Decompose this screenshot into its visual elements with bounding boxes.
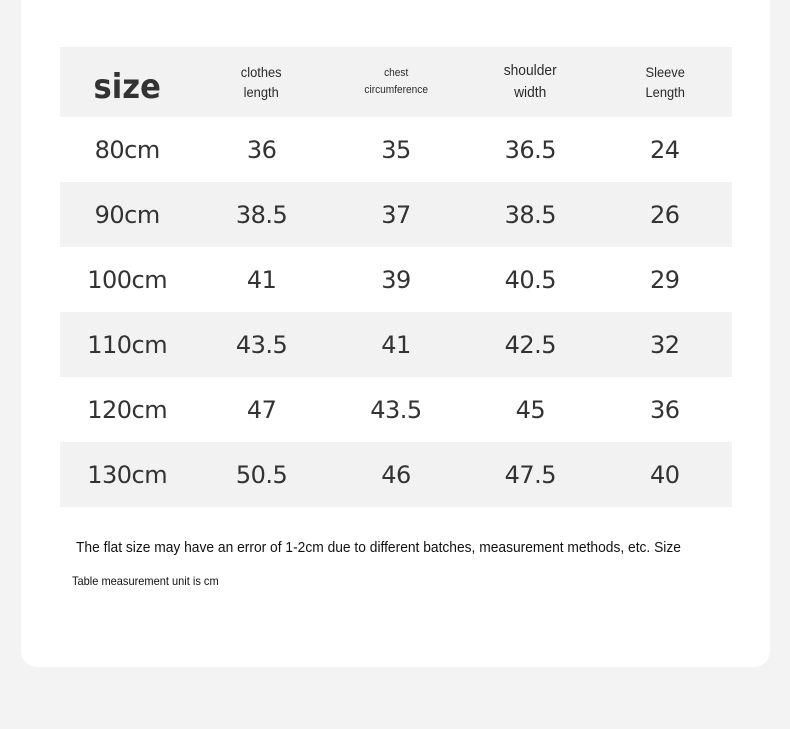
table-header-row — [60, 47, 732, 117]
cell-clothes-length: 47 — [246, 395, 277, 424]
cell-sleeve: 26 — [649, 200, 680, 229]
cell-sleeve: 36 — [649, 395, 680, 424]
cell-clothes-length: 36 — [246, 135, 277, 164]
header-label-line2: length — [244, 84, 280, 100]
cell-shoulder: 40.5 — [504, 265, 557, 294]
header-chest-circumference — [334, 65, 458, 99]
cell-size: 100cm — [87, 265, 168, 294]
header-clothes-length — [200, 62, 324, 102]
header-size — [67, 67, 188, 107]
header-label-line1: shoulder — [503, 62, 557, 79]
cell-shoulder: 42.5 — [504, 330, 557, 359]
cell-shoulder: 47.5 — [504, 460, 557, 489]
table-row — [60, 312, 732, 377]
header-size-label: size — [93, 67, 161, 107]
cell-shoulder: 45 — [515, 395, 546, 424]
cell-clothes-length: 41 — [246, 265, 277, 294]
cell-chest: 37 — [381, 200, 411, 229]
size-table — [60, 47, 732, 507]
cell-clothes-length: 38.5 — [235, 200, 288, 229]
cell-sleeve: 29 — [649, 265, 680, 294]
cell-size: 110cm — [87, 330, 168, 359]
cell-clothes-length: 43.5 — [235, 330, 288, 359]
table-row — [60, 442, 732, 507]
cell-sleeve: 32 — [649, 330, 680, 359]
cell-chest: 46 — [381, 460, 411, 489]
header-label-line1: Sleeve — [645, 64, 685, 80]
cell-sleeve: 24 — [649, 135, 680, 164]
cell-clothes-length: 50.5 — [235, 460, 288, 489]
header-label-line2: Length — [645, 84, 685, 100]
cell-chest: 35 — [381, 135, 411, 164]
header-label-line2: circumference — [364, 84, 428, 96]
cell-shoulder: 38.5 — [504, 200, 557, 229]
cell-size: 120cm — [87, 395, 168, 424]
cell-size: 130cm — [87, 460, 168, 489]
header-label-line2: width — [514, 84, 547, 101]
cell-chest: 39 — [381, 265, 411, 294]
cell-shoulder: 36.5 — [504, 135, 557, 164]
measurement-error-note: The flat size may have an error of 1-2cm due to different batches, measurement methods, etc. Size — [76, 539, 681, 556]
cell-chest: 43.5 — [370, 395, 422, 424]
table-row — [60, 377, 732, 442]
header-label-line1: clothes — [241, 64, 282, 80]
cell-chest: 41 — [381, 330, 411, 359]
measurement-unit-note: Table measurement unit is cm — [72, 574, 219, 588]
table-row — [60, 117, 732, 182]
header-shoulder-width — [469, 60, 593, 104]
cell-size: 80cm — [94, 135, 160, 164]
table-row — [60, 247, 732, 312]
header-label-line1: chest — [383, 67, 409, 79]
cell-size: 90cm — [94, 200, 160, 229]
cell-sleeve: 40 — [649, 460, 680, 489]
table-row — [60, 182, 732, 247]
header-sleeve-length — [603, 62, 727, 102]
